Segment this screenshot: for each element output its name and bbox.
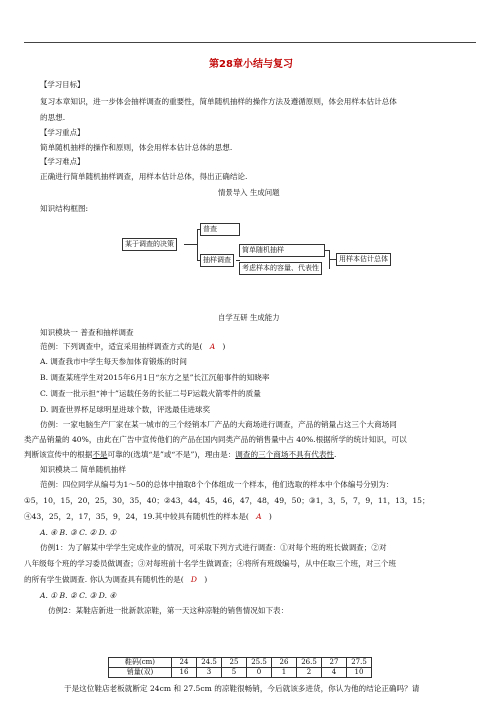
example2-line2: ①5，10，15，20，25，30，35，40；②43，44，45，46，47，48，49，50；③1，3，5，7，9，11，13，15； — [24, 496, 430, 505]
diagram-sampling-box: 抽样调查 — [200, 254, 234, 267]
diagram-root-box: 某于调查的决策 — [122, 238, 177, 251]
section-heading-study: 自学互研 生成能力 — [218, 313, 280, 322]
imitation1-line3c: 可靠的(选填“是”或“不是”)，理由是： — [107, 450, 236, 459]
table-cell: 27.5 — [347, 658, 372, 668]
table-cell: 25.5 — [247, 658, 272, 668]
table-cell: 5 — [222, 668, 247, 678]
top-rule — [24, 42, 476, 43]
framework-label: 知识结构框图: — [40, 204, 89, 213]
imitation1-answer1: 不是 — [92, 450, 108, 459]
example2-options: A. ④ B. ③ C. ② D. ① — [40, 528, 117, 537]
imitation1-line3e: . — [334, 450, 337, 459]
difficulty-heading: 【学习难点】 — [40, 157, 85, 166]
table-row — [109, 658, 372, 668]
example1-option-a: A. 调查我市中学生每天参加体育锻炼的时间 — [40, 357, 187, 366]
imitation2-line3 — [24, 575, 207, 585]
table-cell: 1 — [272, 668, 297, 678]
example2-answer: A — [256, 512, 262, 521]
table-cell: 26.5 — [297, 658, 322, 668]
diagram-sample-size-box: 考虑样本的容量、代表性 — [239, 262, 322, 275]
example1-stem — [40, 342, 225, 352]
imitation1-line3a: 判断该宣传中的根据 — [24, 450, 93, 459]
example2-close: ) — [268, 512, 272, 521]
table-cell: 16 — [172, 668, 197, 678]
table-cell: 25 — [222, 658, 247, 668]
imitation1-line3 — [24, 450, 336, 460]
example1-close: ) — [222, 342, 226, 351]
module1-heading: 知识模块一 普查和抽样调查 — [40, 328, 134, 337]
example2-line3 — [24, 512, 272, 522]
example2-line3-text: ④43，25，2，17，35，9，24，19.其中较具有随机性的样本是( — [24, 512, 249, 521]
difficulty-text: 正确进行简单随机抽样调查，用样本估计总体，得出正确结论. — [40, 172, 248, 181]
diagram-connector — [325, 250, 330, 251]
example1-option-d: D. 调查世界杯足球明星进球个数，评选最佳进球奖 — [40, 405, 211, 414]
imitation2-line2: 八年级每个班的学习委员做调查；③对每班前十名学生做调查；④将所有班级编号，从中任取三个班，对三个班 — [24, 559, 397, 568]
imitation2-line1: 仿例1：为了解某中学学生完成作业的情况，可采取下列方式进行调查：①对每个班的班长做调查；②对 — [40, 543, 387, 552]
page-title: 第28章小结与复习 — [209, 59, 293, 70]
table-row — [109, 668, 372, 678]
diagram-census-box: 普查 — [200, 223, 240, 236]
example1-stem-text: 范例：下列调查中，适宜采用抽样调查方式的是( — [40, 342, 203, 351]
imitation2-close: ) — [204, 575, 208, 584]
goal-text-line1: 复习本章知识，进一步体会抽样调查的重要性，简单随机抽样的操作方法及遵循原则，体会用样本估计总体 — [40, 97, 397, 106]
imitation1-line1: 仿例：一家电脑生产厂家在某一城市的三个经销本厂产品的大商场进行调查，产品的销量占这三个大商场同 — [40, 420, 397, 429]
imitation3-after: 于是这位鞋店老板就断定 24cm 和 27.5cm 的凉鞋很畅销，今后就该多进货，你认为他的结论正确吗？请 — [64, 684, 420, 693]
table-cell: 24 — [172, 658, 197, 668]
table-cell: 10 — [347, 668, 372, 678]
section-heading-intro: 情景导入 生成问题 — [218, 188, 280, 197]
table-cell: 26 — [272, 658, 297, 668]
diagram-connector — [236, 260, 240, 261]
module2-heading: 知识模块二 简单随机抽样 — [40, 465, 126, 474]
imitation3-line1: 仿例2：某鞋店新进一批新款凉鞋，第一天这种凉鞋的销售情况如下表： — [48, 606, 289, 615]
table-cell: 24.5 — [197, 658, 222, 668]
imitation2-answer: D — [190, 575, 198, 584]
imitation2-line3-text: 的所有学生做调查. 你认为调查具有随机性的是( — [24, 575, 184, 584]
shoe-sales-table — [108, 657, 372, 678]
table-cell: 3 — [197, 668, 222, 678]
example1-option-b: B. 调查某班学生对2015年6月1日“东方之星”长江沉船事件的知晓率 — [40, 373, 270, 382]
table-cell: 2 — [297, 668, 322, 678]
example2-line1: 范例：四位同学从编号为1～50的总体中抽取8个个体组成一个样本，他们选取的样本中个体编号分别为： — [40, 480, 394, 489]
table-header-size: 鞋码(cm) — [109, 658, 172, 668]
table-cell: 27 — [322, 658, 347, 668]
diagram-connector — [184, 244, 198, 245]
diagram-simple-random-box: 简单随机抽样 — [239, 244, 325, 257]
table-cell: 4 — [322, 668, 347, 678]
diagram-connector — [197, 229, 198, 261]
goal-heading: 【学习目标】 — [40, 80, 85, 89]
example1-answer: A — [209, 342, 216, 351]
goal-text-line2: 的思想. — [40, 113, 66, 122]
table-header-sales: 销量(双) — [109, 668, 172, 678]
key-heading: 【学习重点】 — [40, 128, 85, 137]
imitation1-answer2: 调查的三个商场不具有代表性 — [235, 450, 335, 459]
diagram-estimate-box: 用样本估计总体 — [336, 253, 391, 266]
table-cell: 0 — [247, 668, 272, 678]
key-text: 简单随机抽样的操作和原则，体会用样本估计总体的思想. — [40, 143, 233, 152]
imitation1-line2: 类产品销量的 40%，由此在广告中宣传他们的产品在国内同类产品的销售量中占 40%.根据所学的统计知识，可以 — [24, 435, 407, 444]
example1-option-c: C. 调查一批示担“神十”运载任务的长征二号F运载火箭零件的质量 — [40, 389, 261, 398]
imitation2-options: A. ① B. ② C. ③ D. ④ — [40, 591, 117, 600]
